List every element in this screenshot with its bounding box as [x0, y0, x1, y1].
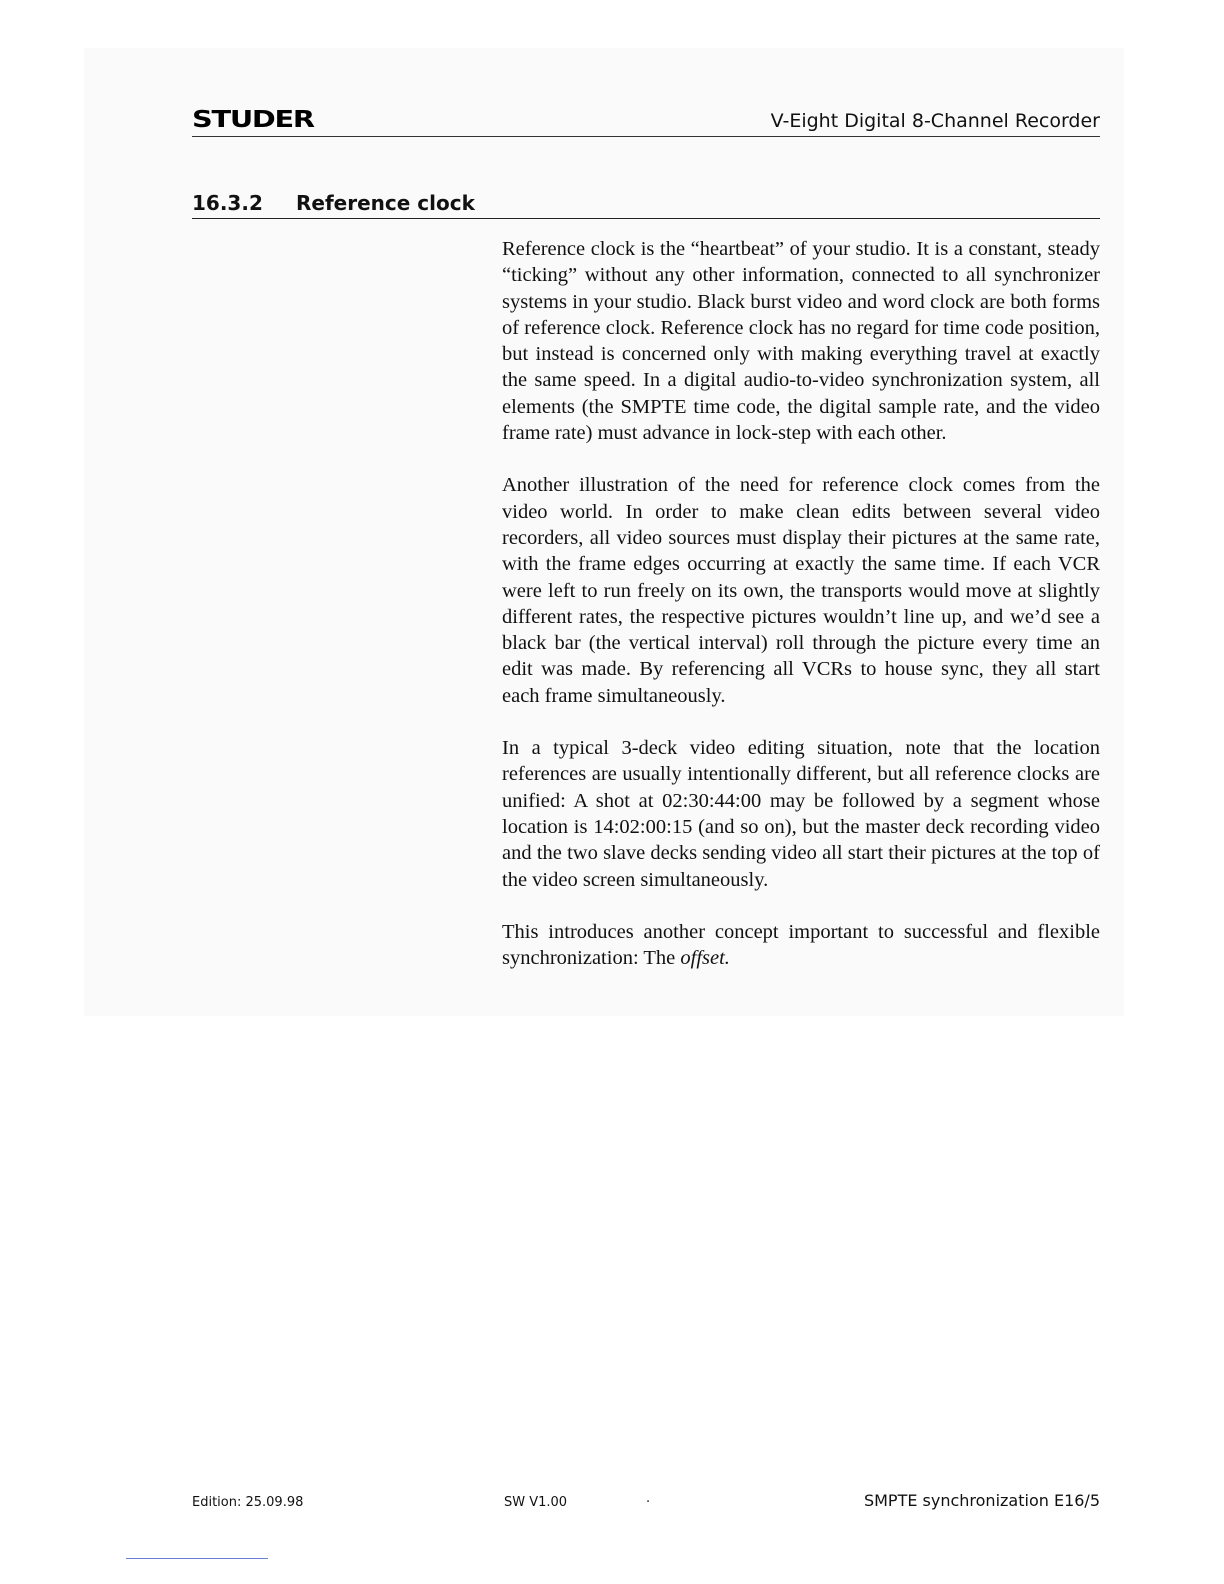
section-title: Reference clock: [296, 191, 475, 215]
page-reference: SMPTE synchronization E16/5: [863, 1491, 1100, 1510]
offset-intro-text: This introduces another concept important to successful and flexible synchronization: The: [502, 920, 1100, 970]
footer-dot: ·: [646, 1495, 651, 1510]
document-title: V-Eight Digital 8-Channel Recorder: [770, 110, 1100, 132]
paragraph-offset-introduction: [502, 919, 1100, 972]
header-divider: [192, 136, 1100, 137]
paragraph-three-deck-editing: In a typical 3-deck video editing situation, note that the location references are usually intentionally different, but all reference clocks are unified: A shot at 02:30:44:00 may be followed by a segment whose location is 14:02:00:15 (and so on), but the master deck recording video and the two slave decks sending video all start their pictures at the top of the video screen simultaneously.: [502, 737, 1100, 891]
section-divider: [192, 218, 1100, 219]
section-number: 16.3.2: [192, 191, 263, 215]
studer-logo: STUDER: [192, 107, 314, 133]
paragraph-video-world: Another illustration of the need for reference clock comes from the video world. In order to make clean edits between several video recorders, all video sources must display their pictures at the same rate, with the frame edges occurring at exactly the same time. If each VCR were left to run freely on its own, the transports would move at slightly different rates, the respective pictures wouldn’t line up, and we’d see a black bar (the vertical interval) roll through the picture every time an edit was made. By referencing all VCRs to house sync, they all start each frame simultaneously.: [502, 474, 1100, 707]
section-body: [502, 236, 1100, 997]
offset-term: offset.: [680, 947, 730, 970]
bottom-link-underline: [126, 1558, 268, 1559]
software-version: SW V1.00: [504, 1495, 568, 1510]
edition-date: Edition: 25.09.98: [192, 1495, 304, 1510]
paragraph-heartbeat: Reference clock is the “heartbeat” of your studio. It is a constant, steady “ticking” without any other information, connected to all synchronizer systems in your studio. Black burst video and word clock are both forms of reference clock. Reference clock has no regard for time code position, but instead is concerned only with making everything travel at exactly the same speed. In a digital audio-to-video synchronization system, all elements (the SMPTE time code, the digital sample rate, and the video frame rate) must advance in lock-step with each other.: [502, 238, 1100, 445]
